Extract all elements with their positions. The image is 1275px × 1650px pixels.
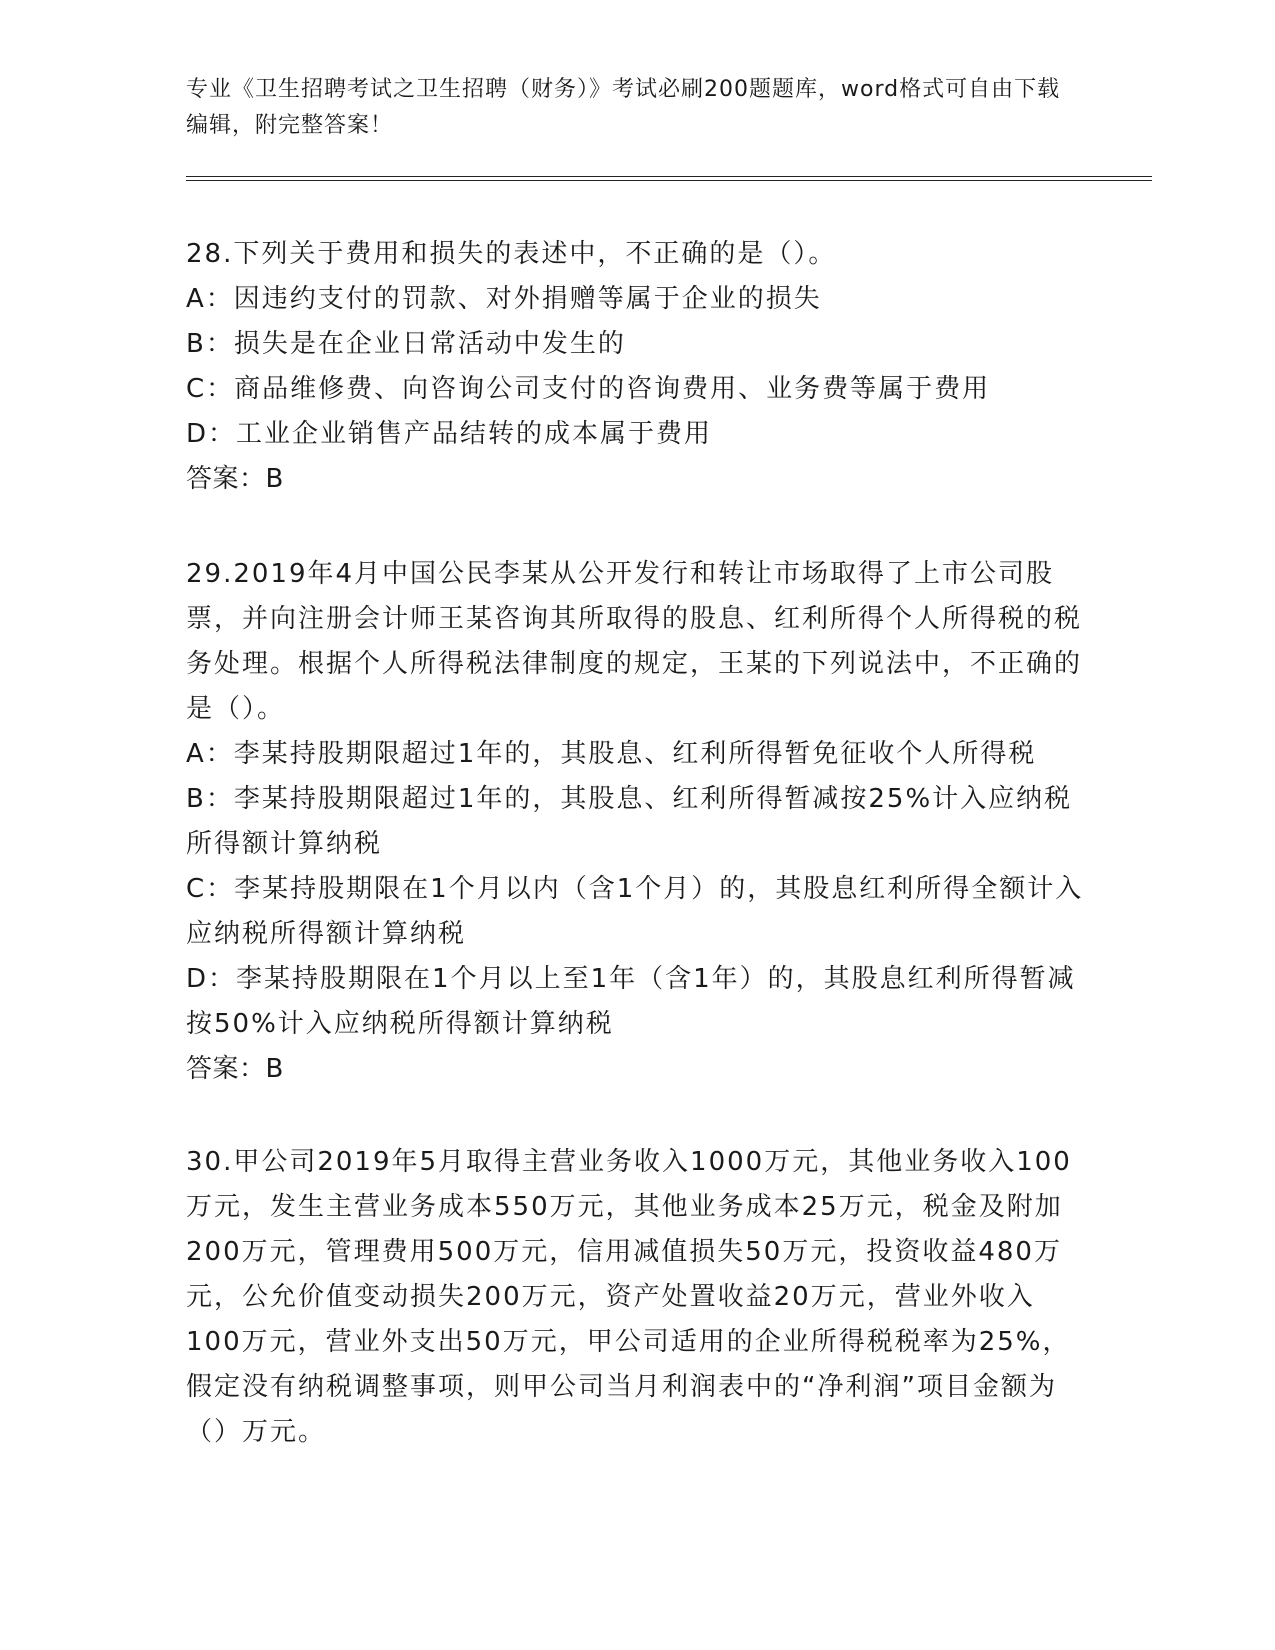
option-d: D：李某持股期限在1个月以上至1年（含1年）的，其股息红利所得暂减按50%计入应纳税所得额计算纳税 bbox=[186, 964, 1076, 1039]
option-c: C：李某持股期限在1个月以内（含1个月）的，其股息红利所得全额计入应纳税所得额计算纳税 bbox=[186, 874, 1084, 949]
question-stem: 28.下列关于费用和损失的表述中，不正确的是（）。 bbox=[186, 239, 837, 269]
header-text: 专业《卫生招聘考试之卫生招聘（财务）》考试必刷200题题库，word格式可自由下载编辑，附完整答案！ bbox=[186, 77, 1061, 138]
document-header bbox=[186, 72, 1076, 144]
option-c: C：商品维修费、向咨询公司支付的咨询费用、业务费等属于费用 bbox=[186, 374, 991, 404]
option-a: A：李某持股期限超过1年的，其股息、红利所得暂免征收个人所得税 bbox=[186, 739, 1037, 769]
answer: 答案：B bbox=[186, 1054, 284, 1084]
question-30 bbox=[186, 1140, 1086, 1455]
question-28 bbox=[186, 232, 1086, 502]
option-a: A：因违约支付的罚款、对外捐赠等属于企业的损失 bbox=[186, 284, 822, 314]
answer: 答案：B bbox=[186, 464, 284, 494]
question-stem: 29.2019年4月中国公民李某从公开发行和转让市场取得了上市公司股票，并向注册会计师王某咨询其所取得的股息、红利所得个人所得税的税务处理。根据个人所得税法律制度的规定，王某的下列说法中，不正确的是（）。 bbox=[186, 559, 1083, 724]
question-stem: 30.甲公司2019年5月取得主营业务收入1000万元，其他业务收入100万元，发生主营业务成本550万元，其他业务成本25万元，税金及附加200万元，管理费用500万元，信用减值损失50万元，投资收益480万元，公允价值变动损失200万元，资产处置收益20万元，营业外收入100万元，营业外支出50万元，甲公司适用的企业所得税税率为25%，假定没有纳税调整事项，则甲公司当月利润表中的“净利润”项目金额为（）万元。 bbox=[186, 1147, 1072, 1447]
option-d: D：工业企业销售产品结转的成本属于费用 bbox=[186, 419, 713, 449]
question-29 bbox=[186, 552, 1086, 1092]
option-b: B：李某持股期限超过1年的，其股息、红利所得暂减按25%计入应纳税所得额计算纳税 bbox=[186, 784, 1073, 859]
header-divider bbox=[186, 176, 1152, 181]
option-b: B：损失是在企业日常活动中发生的 bbox=[186, 329, 626, 359]
